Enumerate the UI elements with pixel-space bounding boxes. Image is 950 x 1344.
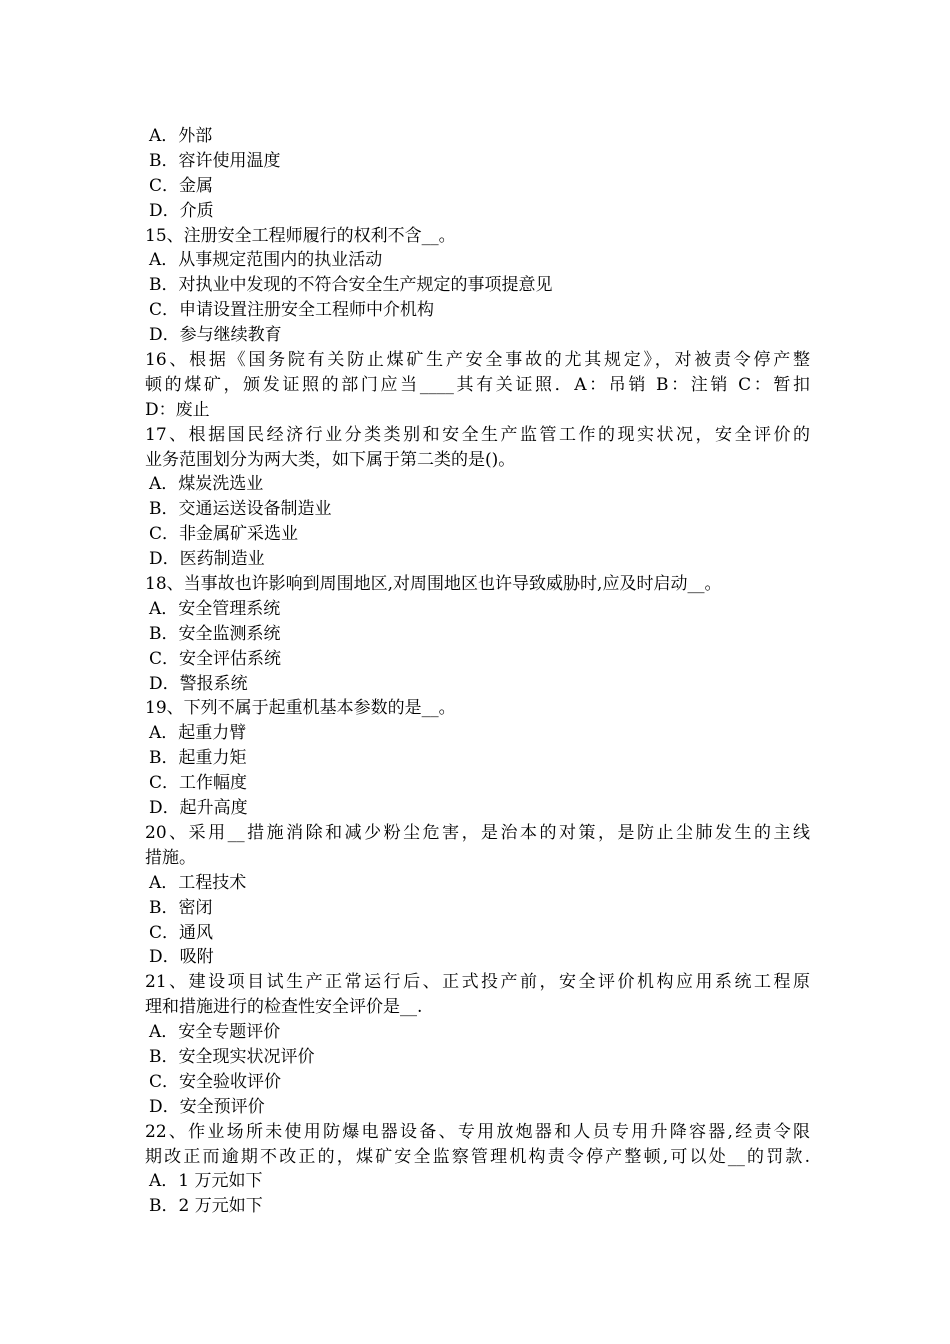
answer-option-line: A．安全管理系统 <box>149 598 281 619</box>
document-page <box>145 124 810 1219</box>
answer-option-line: C．安全评估系统 <box>149 648 282 669</box>
answer-option-line: C．工作幅度 <box>149 773 248 794</box>
answer-option-line: B．安全监测系统 <box>149 623 281 644</box>
answer-option-line: B．2 万元如下 <box>149 1196 263 1217</box>
question-text-line: 18、当事故也许影响到周围地区,对周围地区也许导致威胁时,应及时启动__。 <box>145 574 722 595</box>
question-text-line: 顿的煤矿，颁发证照的部门应当____其有关证照．A：吊销 B：注销 C：暂扣 <box>145 374 810 395</box>
question-text-line: 19、下列不属于起重机基本参数的是__。 <box>145 698 456 719</box>
question-text-line: 20、采用__措施消除和减少粉尘危害，是治本的对策，是防止尘肺发生的主线 <box>145 822 810 843</box>
answer-option-line: D．参与继续教育 <box>149 325 282 346</box>
answer-option-line: C．安全验收评价 <box>149 1071 282 1092</box>
question-text-line: 15、注册安全工程师履行的权利不含__。 <box>145 225 456 246</box>
question-text-line: 21、建设项目试生产正常运行后、正式投产前，安全评价机构应用系统工程原 <box>145 972 810 993</box>
answer-option-line: A．1 万元如下 <box>149 1171 263 1192</box>
question-text-line: 22、作业场所未使用防爆电器设备、专用放炮器和人员专用升降容器,经责令限 <box>145 1121 810 1142</box>
answer-option-line: A．煤炭洗选业 <box>149 474 264 495</box>
question-text-line: D：废止 <box>145 399 210 420</box>
answer-option-line: A．从事规定范围内的执业活动 <box>149 250 383 271</box>
answer-option-line: D．起升高度 <box>149 798 248 819</box>
answer-option-line: A．安全专题评价 <box>149 1022 281 1043</box>
question-text-line: 业务范围划分为两大类，如下属于第二类的是()。 <box>145 449 516 470</box>
answer-option-line: C．非金属矿采选业 <box>149 524 299 545</box>
answer-option-line: B．容许使用温度 <box>149 150 281 171</box>
answer-option-line: D．介质 <box>149 200 214 221</box>
question-text-line: 措施。 <box>145 847 196 868</box>
answer-option-line: A．外部 <box>149 126 213 146</box>
question-text-line: 17、根据国民经济行业分类类别和安全生产监管工作的现实状况，安全评价的 <box>145 424 810 445</box>
answer-option-line: D．吸附 <box>149 947 214 968</box>
answer-option-line: C．通风 <box>149 922 214 943</box>
answer-option-line: B．对执业中发现的不符合安全生产规定的事项提意见 <box>149 275 553 296</box>
answer-option-line: D．警报系统 <box>149 673 248 694</box>
answer-option-line: B．安全现实状况评价 <box>149 1046 315 1067</box>
question-text-line: 16、根据《国务院有关防止煤矿生产安全事故的尤其规定》，对被责令停产整 <box>145 350 810 371</box>
question-text-line: 期改正而逾期不改正的，煤矿安全监察管理机构责令停产整顿,可以处__的罚款. <box>145 1146 810 1167</box>
answer-option-line: A．起重力臂 <box>149 723 247 744</box>
question-text-line: 理和措施进行的检查性安全评价是__. <box>145 997 423 1018</box>
answer-option-line: D．医药制造业 <box>149 549 265 570</box>
answer-option-line: C．申请设置注册安全工程师中介机构 <box>149 300 435 321</box>
answer-option-line: C．金属 <box>149 175 214 196</box>
answer-option-line: B．起重力矩 <box>149 748 247 769</box>
answer-option-line: D．安全预评价 <box>149 1096 265 1117</box>
answer-option-line: B．密闭 <box>149 897 213 918</box>
answer-option-line: B．交通运送设备制造业 <box>149 499 332 520</box>
answer-option-line: A．工程技术 <box>149 872 247 893</box>
